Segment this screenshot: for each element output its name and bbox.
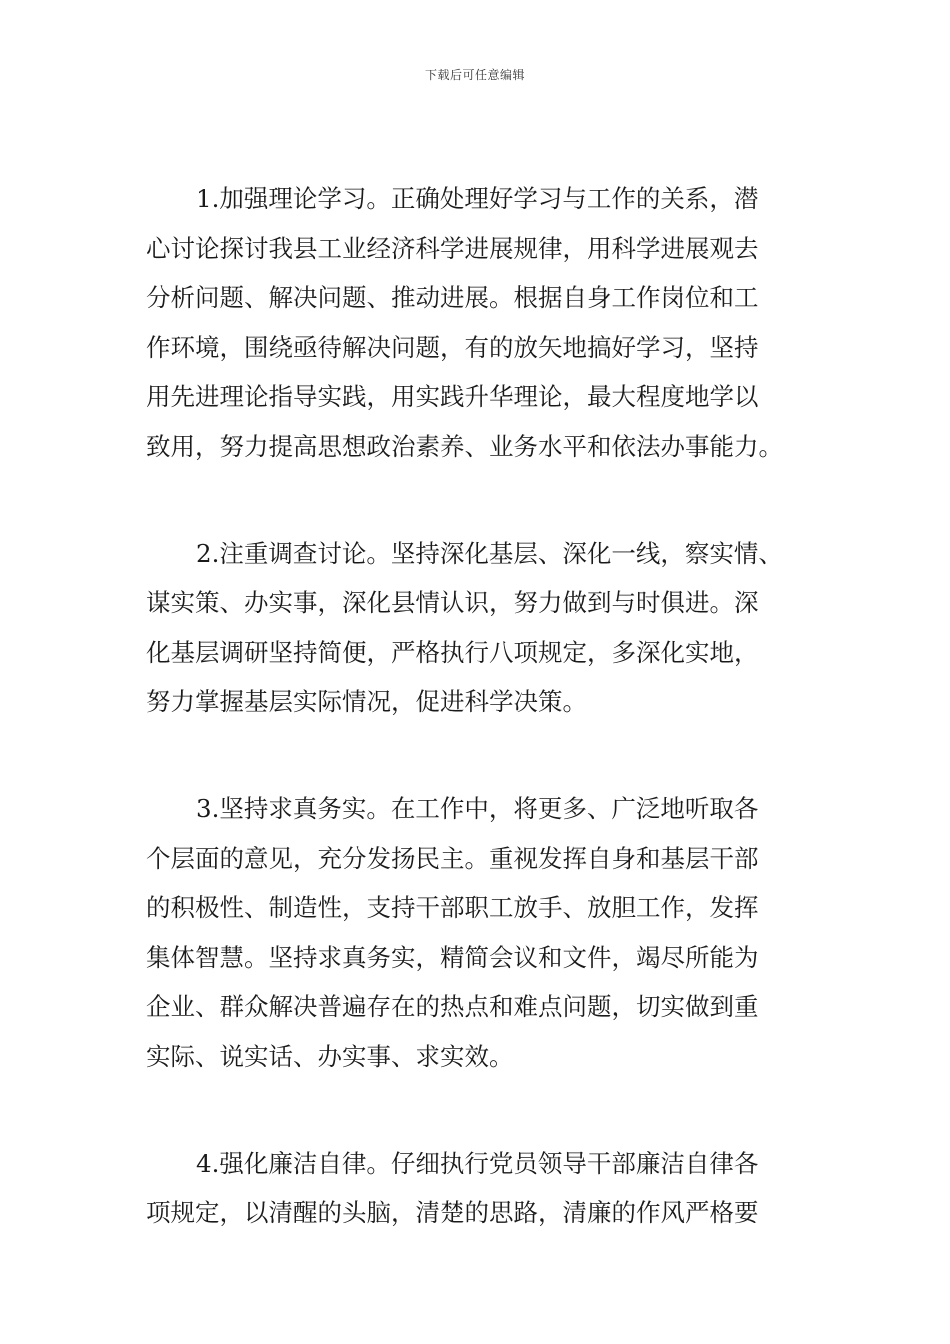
paragraph-line: 2.注重调查讨论。坚持深化基层、深化一线，察实情、: [196, 538, 783, 568]
paragraph-line: 集体智慧。坚持求真务实，精简会议和文件，竭尽所能为: [146, 942, 759, 972]
paragraph-line: 作环境，围绕亟待解决问题，有的放矢地搞好学习，坚持: [146, 332, 759, 362]
page-header: 下载后可任意编辑: [424, 68, 525, 82]
document-body: [146, 174, 836, 1295]
paragraph-line: 企业、群众解决普遍存在的热点和难点问题，切实做到重: [146, 992, 759, 1022]
paragraph-line: 1.加强理论学习。正确处理好学习与工作的关系，潜: [196, 184, 759, 213]
paragraph-line: 心讨论探讨我县工业经济科学进展规律，用科学进展观去: [146, 233, 759, 263]
paragraph-line: 实际、说实话、办实事、求实效。: [146, 1041, 514, 1071]
paragraph-line: 3.坚持求真务实。在工作中，将更多、广泛地听取各: [196, 793, 759, 823]
paragraph-line: 致用，努力提高思想政治素养、业务水平和依法办事能力。: [146, 431, 783, 461]
paragraph-line: 努力掌握基层实际情况，促进科学决策。: [146, 687, 587, 717]
paragraph-line: 个层面的意见，充分发扬民主。重视发挥自身和基层干部: [146, 843, 759, 873]
paragraph-line: 4.强化廉洁自律。仔细执行党员领导干部廉洁自律各: [196, 1148, 759, 1178]
paragraph-2: [146, 529, 836, 727]
paragraph-line: 化基层调研坚持简便，严格执行八项规定，多深化实地，: [146, 637, 759, 667]
paragraph-line: 用先进理论指导实践，用实践升华理论，最大程度地学以: [146, 382, 759, 412]
paragraph-line: 项规定，以清醒的头脑，清楚的思路，清廉的作风严格要: [146, 1198, 759, 1228]
paragraph-line: 谋实策、办实事，深化县情认识，努力做到与时俱进。深: [146, 588, 759, 618]
paragraph-1: [146, 174, 836, 472]
paragraph-4: [146, 1139, 836, 1238]
paragraph-line: 的积极性、制造性，支持干部职工放手、放胆工作，发挥: [146, 893, 759, 923]
paragraph-line: 分析问题、解决问题、推动进展。根据自身工作岗位和工: [146, 283, 759, 313]
paragraph-3: [146, 784, 836, 1082]
